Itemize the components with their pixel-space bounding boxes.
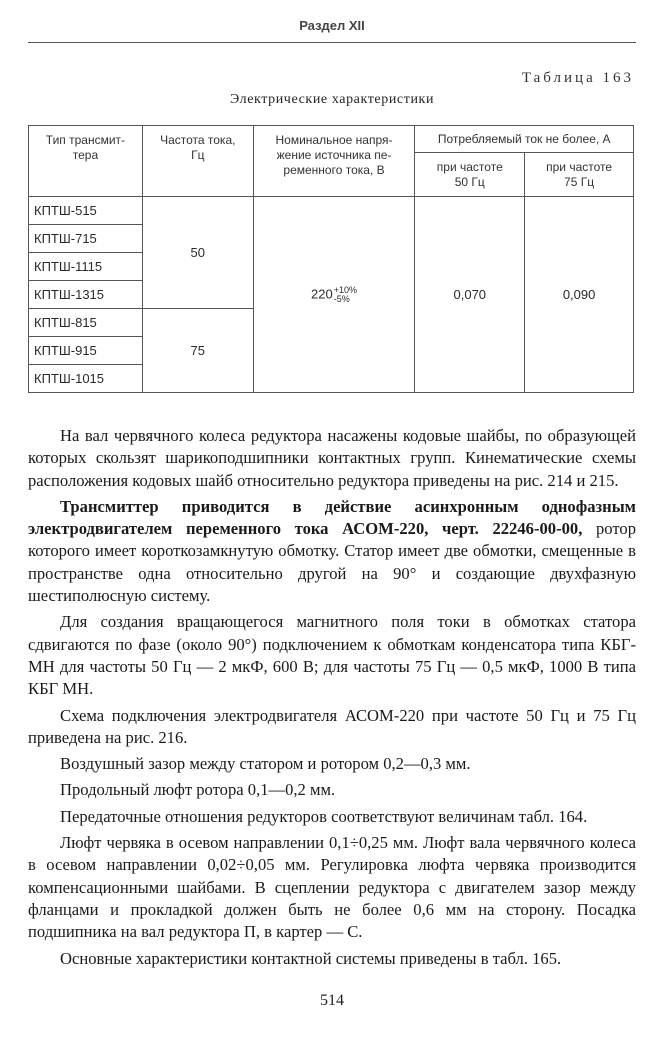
frequency-cell-75: 75 xyxy=(142,309,253,393)
current-75-cell: 0,090 xyxy=(525,197,634,393)
paragraph: Трансмиттер приводится в действие асинхронным однофазным электродвигателем переменного тока АСОМ-220, черт. 22246-00-00, ротор которого имеет короткозамкнутую обмотку. Статор имеет две обмотки, смещенные в пространстве одна относительно другой на 90° и создающие двухфазную шестиполюсную систему. xyxy=(28,496,636,606)
header-type: Тип трансмит- тера xyxy=(29,126,143,197)
table-row-model: КПТШ-915 xyxy=(29,337,143,365)
frequency-cell-50: 50 xyxy=(142,197,253,309)
table-row-model: КПТШ-715 xyxy=(29,225,143,253)
header-current-75: при частоте 75 Гц xyxy=(525,153,634,197)
voltage-cell xyxy=(253,197,415,393)
table-row-model: КПТШ-1015 xyxy=(29,365,143,393)
table-row-model: КПТШ-515 xyxy=(29,197,143,225)
header-voltage: Номинальное напря- жение источника пе- ременного тока, В xyxy=(253,126,415,197)
table-number: Таблица 163 xyxy=(521,70,634,86)
table-title: Электрические характеристики xyxy=(229,92,435,107)
paragraph: На вал червячного колеса редуктора насажены кодовые шайбы, по образующей которых скользят шарикоподшипники контактных групп. Кинематические схемы расположения кодовых шайб относительно редуктора приведены на рис. 214 и 215. xyxy=(28,426,636,490)
current-50-cell: 0,070 xyxy=(415,197,525,393)
paragraph: Передаточные отношения редукторов соответствуют величинам табл. 164. xyxy=(60,806,588,826)
voltage-tolerance: +10% -5% xyxy=(333,284,358,304)
paragraph: Люфт червяка в осевом направлении 0,1÷0,25 мм. Люфт вала червячного колеса в осевом направлении 0,02÷0,05 мм. Регулировка люфта червяка производится компенсационными шайбами. В сцеплении редуктора с двигателем зазор между фланцами и прокладкой должен быть не более 0,6 мм на сторону. Посадка подшипника на вал редуктора П, в картер — С. xyxy=(28,833,636,942)
table-row-model: КПТШ-815 xyxy=(29,309,143,337)
header-current-50: при частоте 50 Гц xyxy=(415,153,525,197)
page-number: 514 xyxy=(320,992,344,1009)
table-row-model: КПТШ-1315 xyxy=(29,281,143,309)
header-rule xyxy=(28,42,636,43)
table-row-model: КПТШ-1115 xyxy=(29,253,143,281)
voltage-value: 220 xyxy=(311,285,333,301)
header-current-group: Потребляемый ток не более, А xyxy=(415,126,634,153)
bold-lead: Трансмиттер приводится в действие асинхронным однофазным электродвигателем переменного тока АСОМ-220, черт. 22246-00-00, xyxy=(28,496,636,539)
header-frequency: Частота тока, Гц xyxy=(142,126,253,197)
paragraph: Воздушный зазор между статором и ротором 0,2—0,3 мм. xyxy=(60,754,471,774)
paragraph: Продольный люфт ротора 0,1—0,2 мм. xyxy=(60,780,336,800)
section-header: Раздел XII xyxy=(299,18,365,33)
paragraph: Схема подключения электродвигателя АСОМ-220 при частоте 50 Гц и 75 Гц приведена на рис. 216. xyxy=(28,705,636,747)
paragraph: Для создания вращающегося магнитного поля токи в обмотках статора сдвигаются по фазе (около 90°) подключением к обмоткам конденсатора типа КБГ-МН для частоты 50 Гц — 2 мкФ, 600 В; для частоты 75 Гц — 0,5 мкФ, 1000 В типа КБГ МН. xyxy=(28,612,636,699)
body-text xyxy=(28,425,636,970)
paragraph: Основные характеристики контактной системы приведены в табл. 165. xyxy=(60,948,562,968)
electrical-characteristics-table xyxy=(28,125,634,393)
